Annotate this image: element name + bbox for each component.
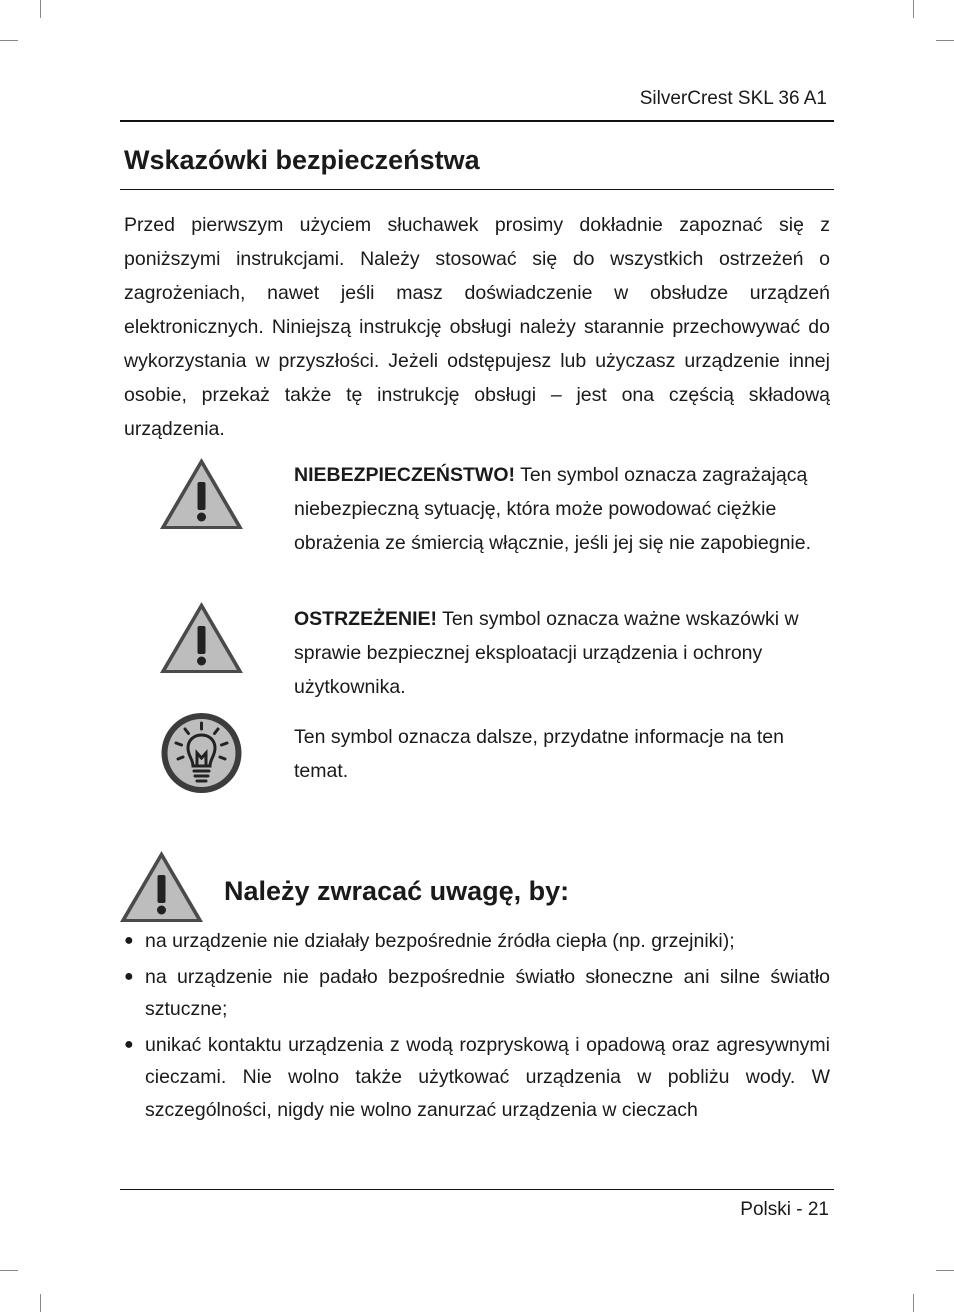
info-notice: Ten symbol oznacza dalsze, przydatne informacje na ten temat. xyxy=(294,726,784,782)
warning-triangle-icon xyxy=(158,600,245,676)
intro-paragraph: Przed pierwszym użyciem słuchawek prosimy dokładnie zapoznać się z poniższymi instrukcjami. Należy stosować się do wszystkich ostrzeżeń o zagrożeniach, nawet jeśli masz doświadczenie w obsłudze urządzeń elektronicznych. Niniejszą instrukcję obsługi należy starannie przechowywać do wykorzystania w przyszłości. Jeżeli odstępujesz lub użyczasz urządzenie innej osobie, przekaż także tę instrukcję obsługi – jest ona częścią składową urządzenia. xyxy=(124,214,830,440)
warning-label: OSTRZEŻENIE! xyxy=(294,608,438,630)
crop-mark xyxy=(936,40,954,41)
precaution-list xyxy=(124,925,830,1129)
lightbulb-icon xyxy=(158,711,245,795)
bullet-icon: ● xyxy=(124,932,134,949)
warning-text: Ten symbol oznacza ważne wskazówki w sprawie bezpiecznej eksploatacji urządzenia i ochrony użytkownika. xyxy=(294,608,799,698)
list-item: ● unikać kontaktu urządzenia z wodą rozpryskową i opadową oraz agresywnymi cieczami. Nie wolno także użytkować urządzenia w pobliżu wody. W szczególności, nigdy nie wolno zanurzać urządzenia w cieczach xyxy=(124,1029,830,1127)
crop-mark xyxy=(0,40,18,41)
danger-label: NIEBEZPIECZEŃSTWO! xyxy=(294,464,516,486)
list-item: ● na urządzenie nie padało bezpośrednie światło słoneczne ani silne światło sztuczne; xyxy=(124,961,830,1026)
section-subtitle: Należy zwracać uwagę, by: xyxy=(224,876,570,906)
section-rule xyxy=(120,189,834,190)
danger-text: Ten symbol oznacza zagrażającą niebezpieczną sytuację, która może powodować ciężkie obrażenia ze śmiercią włącznie, jeśli jej się nie zapobiegnie. xyxy=(294,464,812,554)
header-rule xyxy=(120,120,834,122)
list-item: ● na urządzenie nie działały bezpośrednie źródła ciepła (np. grzejniki); xyxy=(124,925,830,958)
danger-notice xyxy=(294,458,824,560)
page-number: Polski - 21 xyxy=(740,1199,829,1220)
footer-rule xyxy=(120,1189,834,1190)
running-header: SilverCrest SKL 36 A1 xyxy=(639,88,827,109)
warning-triangle-icon xyxy=(158,456,245,532)
warning-notice xyxy=(294,602,824,704)
section-title: Wskazówki bezpieczeństwa xyxy=(124,145,480,175)
warning-triangle-icon xyxy=(118,849,205,925)
crop-mark xyxy=(936,1270,954,1271)
bullet-icon: ● xyxy=(124,967,134,985)
crop-mark xyxy=(40,0,41,18)
crop-mark xyxy=(913,0,914,18)
bullet-icon: ● xyxy=(124,1035,134,1053)
crop-mark xyxy=(0,1270,18,1271)
crop-mark xyxy=(40,1294,41,1312)
crop-mark xyxy=(913,1294,914,1312)
